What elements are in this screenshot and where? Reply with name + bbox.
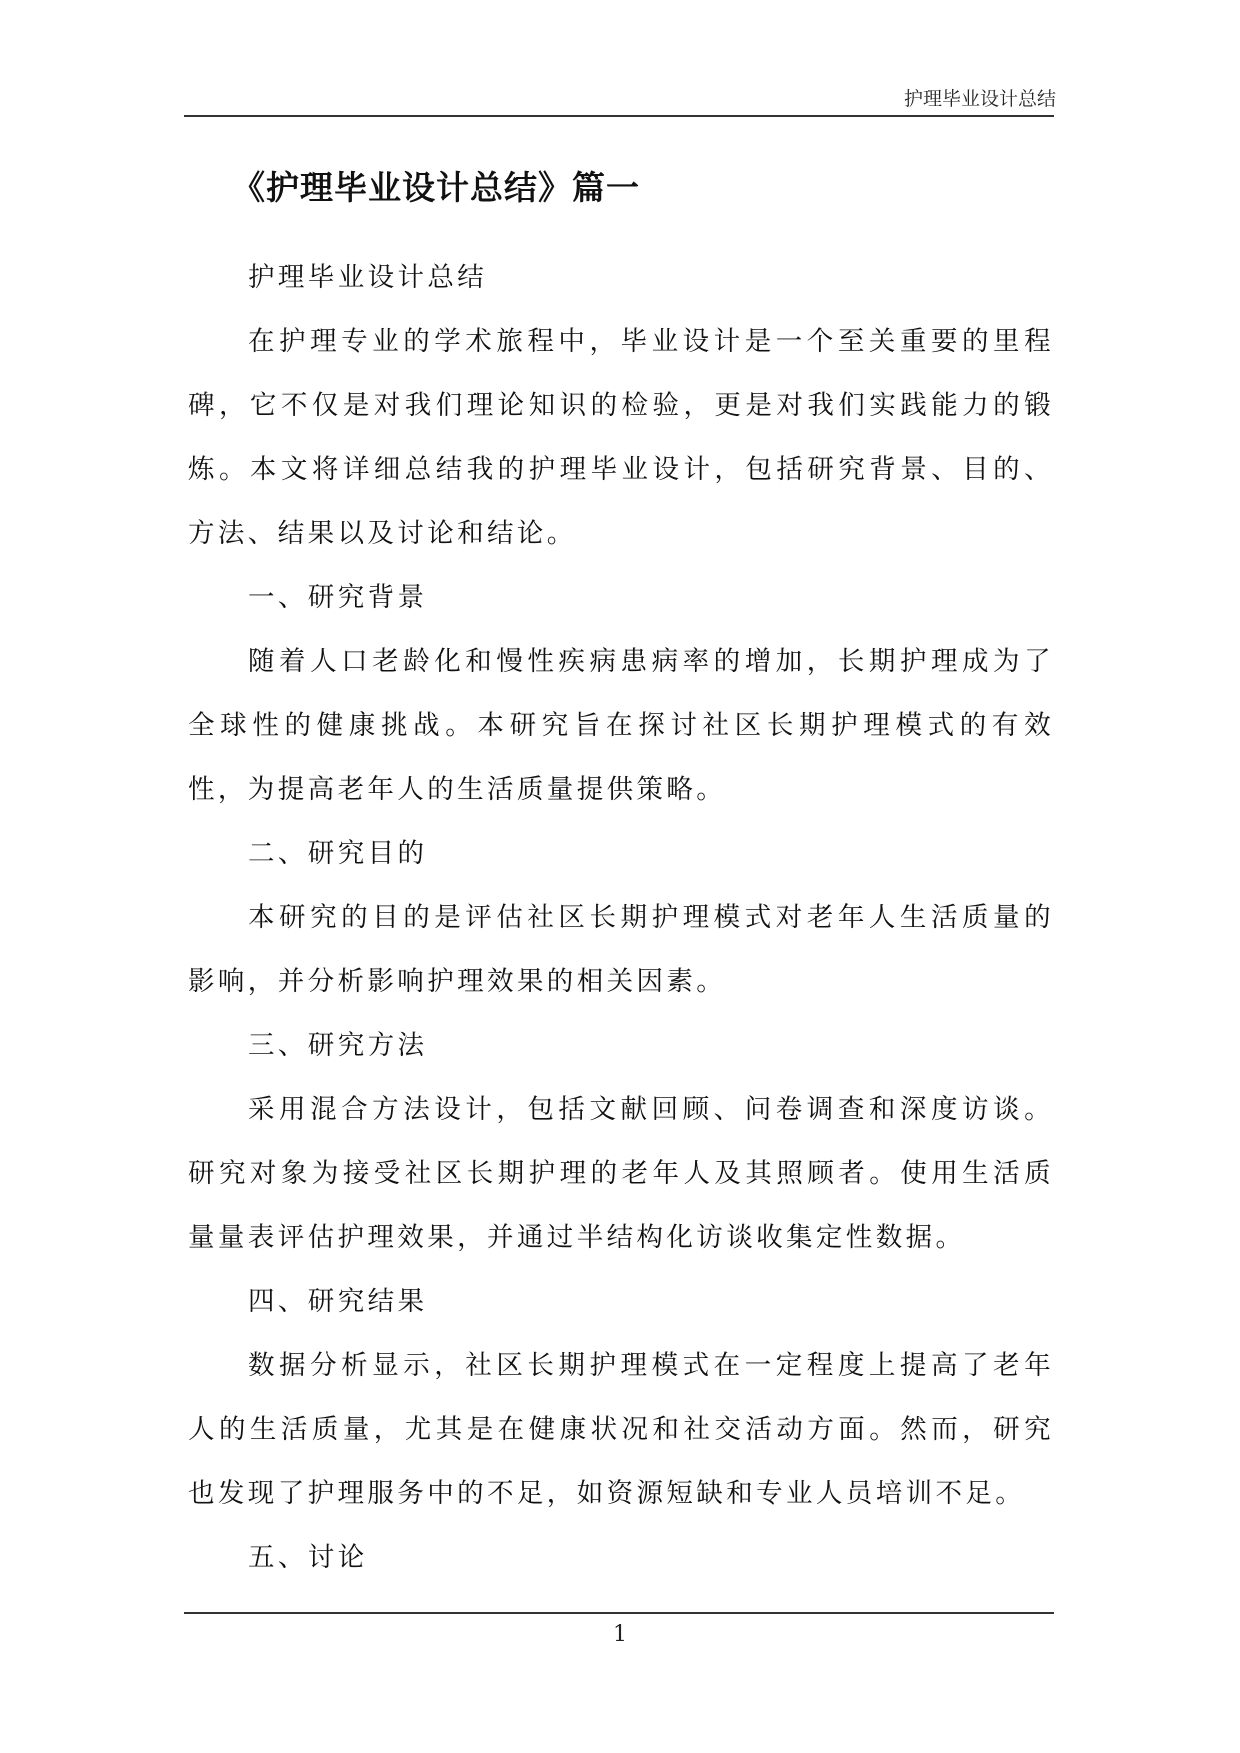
methods-paragraph: 采用混合方法设计，包括文献回顾、问卷调查和深度访谈。研究对象为接受社区长期护理的老年人及其照顾者。使用生活质量量表评估护理效果，并通过半结构化访谈收集定性数据。: [188, 1094, 1054, 1253]
running-header: 护理毕业设计总结: [903, 88, 1056, 110]
section-heading-discussion: 五、讨论: [248, 1542, 368, 1573]
purpose-paragraph: 本研究的目的是评估社区长期护理模式对老年人生活质量的影响，并分析影响护理效果的相关因素。: [188, 902, 1054, 997]
background-paragraph: 随着人口老龄化和慢性疾病患病率的增加，长期护理成为了全球性的健康挑战。本研究旨在探讨社区长期护理模式的有效性，为提高老年人的生活质量提供策略。: [188, 646, 1054, 805]
subtitle-paragraph: 护理毕业设计总结: [248, 262, 488, 293]
section-heading-results: 四、研究结果: [248, 1286, 428, 1317]
footer-divider: [184, 1612, 1054, 1614]
intro-paragraph: 在护理专业的学术旅程中，毕业设计是一个至关重要的里程碑，它不仅是对我们理论知识的检验，更是对我们实践能力的锻炼。本文将详细总结我的护理毕业设计，包括研究背景、目的、方法、结果以及讨论和结论。: [188, 326, 1054, 549]
section-heading-background: 一、研究背景: [248, 582, 428, 613]
header-divider: [184, 115, 1054, 117]
results-paragraph: 数据分析显示，社区长期护理模式在一定程度上提高了老年人的生活质量，尤其是在健康状况和社交活动方面。然而，研究也发现了护理服务中的不足，如资源短缺和专业人员培训不足。: [188, 1350, 1054, 1509]
page-number: 1: [613, 1622, 627, 1647]
section-heading-purpose: 二、研究目的: [248, 838, 428, 869]
document-body: [188, 246, 1054, 1590]
document-title: 《护理毕业设计总结》篇一: [232, 168, 640, 207]
section-heading-methods: 三、研究方法: [248, 1030, 428, 1061]
